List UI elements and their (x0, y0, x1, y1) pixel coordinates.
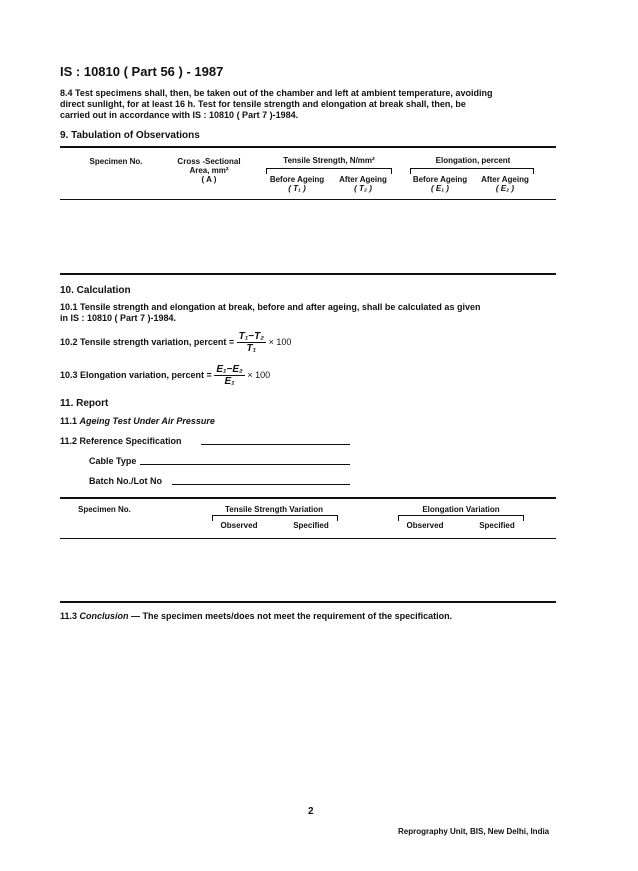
report-table-bottom-rule (60, 601, 556, 603)
clause-title: Conclusion (79, 611, 129, 621)
section-11-1 (60, 416, 215, 427)
subhead-label: Before Ageing (412, 175, 468, 184)
report-tensile-observed: Observed (220, 521, 258, 530)
before-ageing-t (264, 175, 330, 193)
report-table-header-rule (60, 538, 556, 539)
page-title: IS : 10810 ( Part 56 ) - 1987 (60, 64, 224, 79)
subhead-label: Before Ageing (269, 175, 325, 184)
subhead-symbol: ( E₁ ) (431, 184, 449, 193)
clause-number: 11.3 (60, 611, 78, 621)
elongation-fraction (214, 364, 245, 387)
reference-spec-blank[interactable] (201, 444, 350, 445)
para-line: 8.4 Test specimens shall, then, be taken out of the chamber and left at ambient temperature, avoiding (60, 88, 493, 98)
section-10-2 (60, 329, 291, 355)
before-ageing-e (408, 175, 472, 193)
after-ageing-e (474, 175, 536, 193)
fraction-denominator: E₁ (224, 376, 235, 388)
elong-brace (410, 168, 534, 174)
page-number: 2 (308, 806, 314, 817)
report-tensile-specified: Specified (293, 521, 329, 530)
conclusion-text: — The specimen meets/does not meet the requirement of the specification. (128, 611, 453, 621)
section-11-2: 11.2 Reference Specification (60, 436, 182, 446)
section-10-1 (60, 302, 560, 324)
col-area-line: Area, mm² (189, 166, 229, 175)
formula-multiplier: × 100 (247, 370, 271, 380)
subhead-symbol: ( T₁ ) (288, 184, 306, 193)
batch-label: Batch No./Lot No (89, 476, 162, 486)
col-area-line: Cross -Sectional (177, 157, 241, 166)
subhead-label: After Ageing (339, 175, 387, 184)
report-elong-specified: Specified (479, 521, 515, 530)
col-specimen-header: Specimen No. (89, 157, 143, 166)
formula-label: 10.2 Tensile strength variation, percent = (60, 337, 235, 347)
section-9-title: 9. Tabulation of Observations (60, 130, 200, 141)
clause-number: 11.1 (60, 416, 78, 426)
fraction-denominator: T₁ (246, 343, 257, 355)
cable-type-blank[interactable] (140, 464, 350, 465)
formula-multiplier: × 100 (268, 337, 292, 347)
batch-blank[interactable] (172, 484, 350, 485)
section-11-3 (60, 611, 452, 622)
para-line: direct sunlight, for at least 16 h. Test for tensile strength and elongation at break shall, then, be (60, 99, 466, 109)
fraction-numerator: E₁−E₂ (216, 364, 243, 376)
section-10-title: 10. Calculation (60, 285, 131, 296)
formula-label: 10.3 Elongation variation, percent = (60, 370, 212, 380)
table-header-rule (60, 199, 556, 200)
report-elong-observed: Observed (406, 521, 444, 530)
col-tensile-header: Tensile Strength, N/mm² (283, 156, 375, 165)
subhead-symbol: ( T₂ ) (354, 184, 372, 193)
tensile-fraction (237, 331, 266, 354)
col-area-header (168, 157, 250, 184)
table-bottom-rule (60, 273, 556, 275)
after-ageing-t (332, 175, 394, 193)
section-10-3 (60, 362, 270, 388)
clause-title: Ageing Test Under Air Pressure (79, 416, 215, 426)
para-line: 10.1 Tensile strength and elongation at break, before and after ageing, shall be calculated as given (60, 302, 481, 312)
col-area-line: ( A ) (201, 175, 217, 184)
para-line: carried out in accordance with IS : 10810 ( Part 7 )-1984. (60, 110, 299, 120)
report-col-specimen: Specimen No. (78, 505, 131, 514)
report-col-elong: Elongation Variation (422, 505, 500, 514)
col-elong-header: Elongation, percent (435, 156, 511, 165)
para-line: in IS : 10810 ( Part 7 )-1984. (60, 313, 177, 323)
section-8-4 (60, 88, 560, 121)
report-col-tensile: Tensile Strength Variation (224, 505, 324, 514)
footer-credit: Reprography Unit, BIS, New Delhi, India (398, 827, 550, 836)
section-11-title: 11. Report (60, 398, 109, 409)
fraction-numerator: T₁−T₂ (238, 331, 265, 343)
subhead-label: After Ageing (481, 175, 529, 184)
cable-type-label: Cable Type (89, 456, 137, 466)
report-table-top-rule (60, 497, 556, 499)
tensile-brace (266, 168, 392, 174)
subhead-symbol: ( E₂ ) (495, 184, 515, 193)
table-top-rule (60, 146, 556, 148)
